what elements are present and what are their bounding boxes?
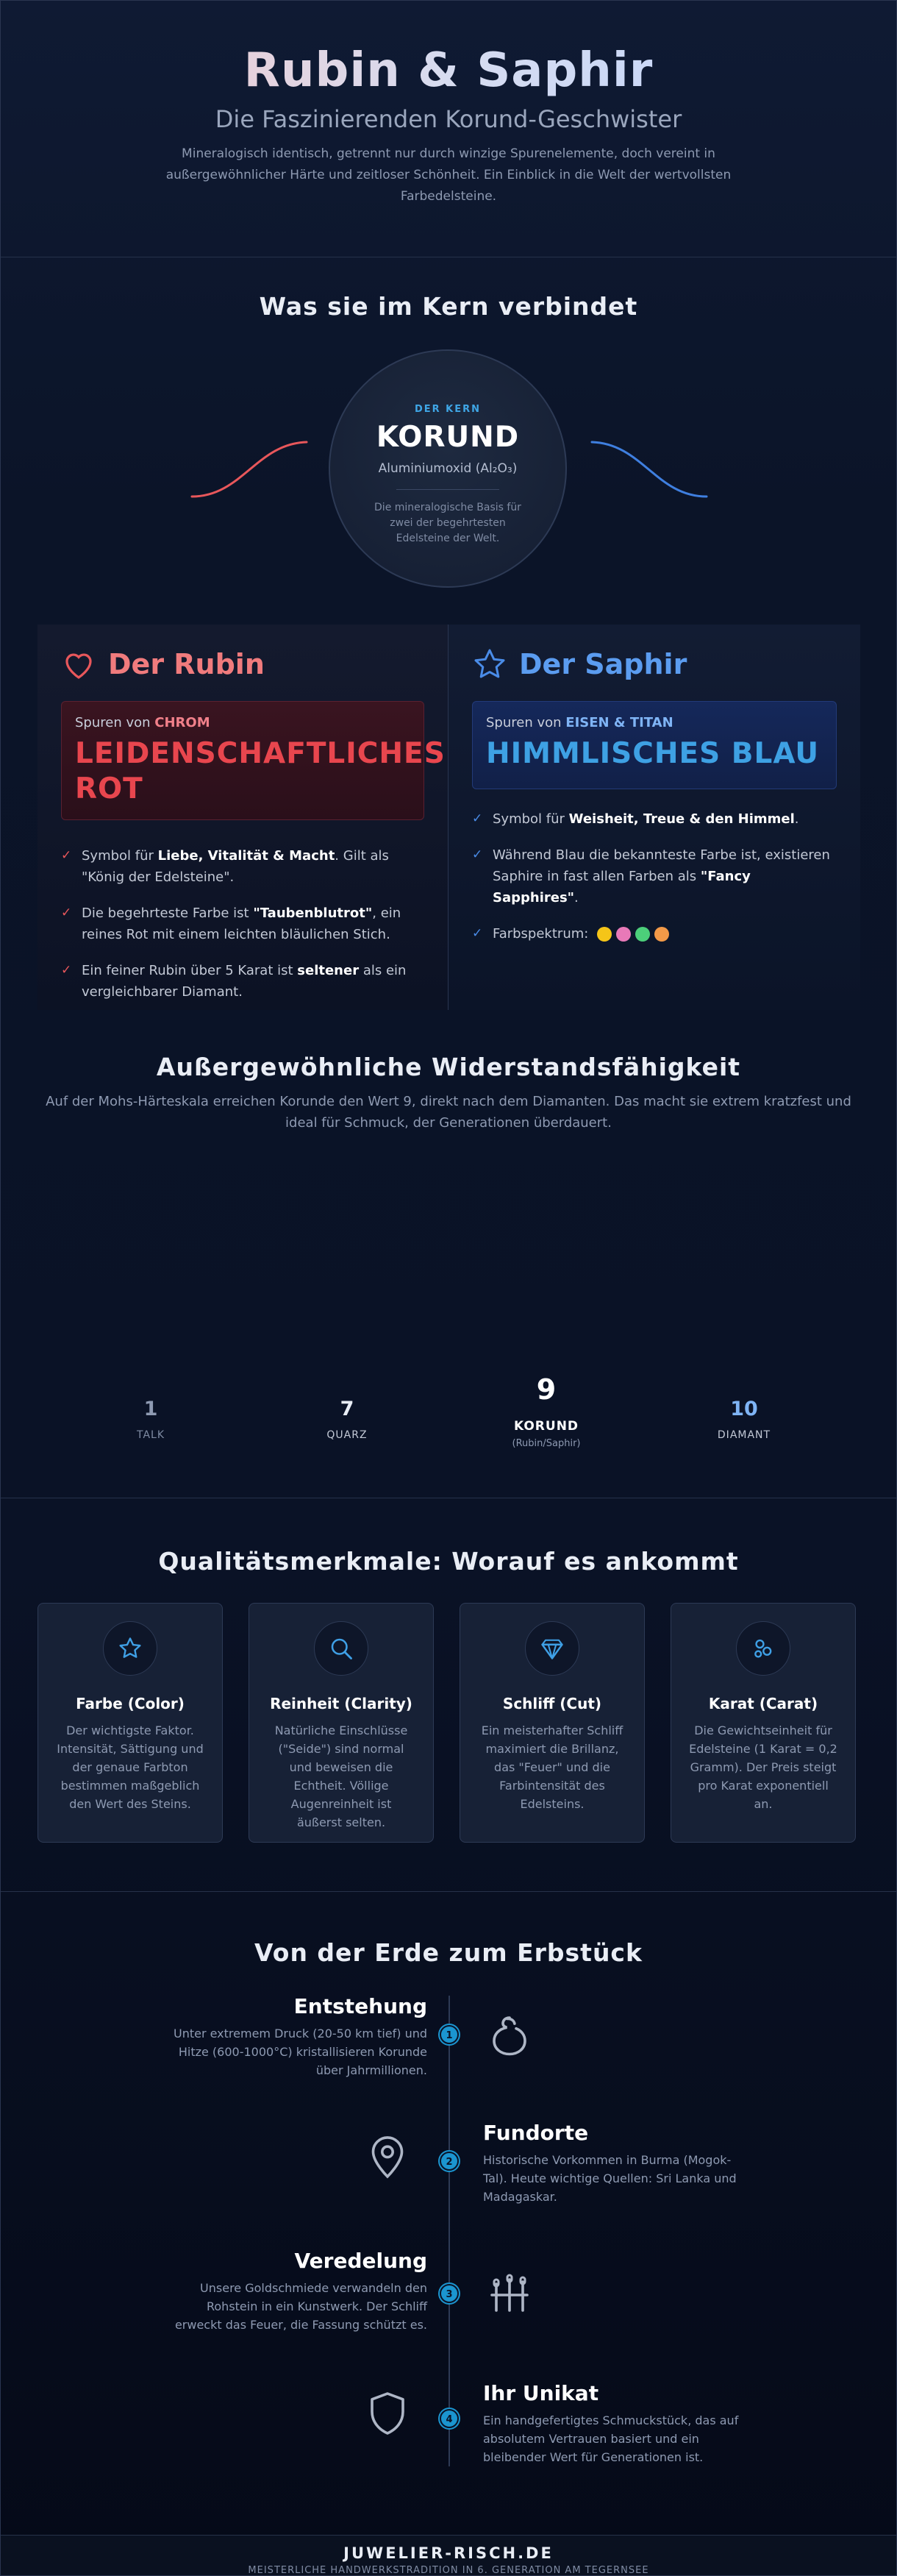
shield-icon <box>361 2387 414 2440</box>
hardness-quarz: 7 QUARZ <box>326 1398 368 1441</box>
ruby-panel <box>37 625 448 1010</box>
core-name: KORUND <box>376 421 520 454</box>
intro-text: Mineralogisch identisch, getrennt nur durch winzige Spurenelemente, doch vereint in außergewöhnlicher Härte und zeitloser Schönheit. Ein Einblick in die Welt der wertvollsten Farbedelsteine. <box>165 146 732 204</box>
pink-swatch <box>616 927 631 942</box>
tools-icon <box>483 2266 536 2319</box>
timeline-step-4: Ihr Unikat Ein handgefertigtes Schmuckstück, das auf absolutem Vertrauen basiert und ein bleibender Wert für Generationen ist. <box>483 2381 739 2464</box>
sapphire-trace-element: EISEN & TITAN <box>565 715 673 730</box>
heart-icon <box>61 647 96 682</box>
green-swatch <box>635 927 650 942</box>
timeline-dot-4: 4 <box>440 2409 459 2428</box>
quality-card-clarity: Reinheit (Clarity) Natürliche Einschlüsse ("Seide") sind normal und beweisen die Echtheit. Völlige Augenreinheit ist äußerst selten. <box>249 1603 434 1843</box>
ruby-bullet-list <box>61 845 424 1017</box>
timeline-step-2: Fundorte Historische Vorkommen in Burma (Mogok-Tal). Heute wichtige Quellen: Sri Lanka und Madagaskar. <box>483 2121 737 2204</box>
page-title: Rubin & Saphir <box>1 43 896 98</box>
section-divider <box>1 1891 896 1892</box>
mountain-icon <box>483 2009 536 2062</box>
sapphire-bullet-list <box>472 808 837 959</box>
list-item: ✓ Symbol für Liebe, Vitalität & Macht. Gilt als "König der Edelsteine". <box>61 848 389 885</box>
color-spectrum-item: ✓ Farbspektrum: <box>472 923 837 944</box>
star-icon <box>117 1635 143 1662</box>
core-kicker: DER KERN <box>414 404 482 415</box>
list-item: ✓ Symbol für Weisheit, Treue & den Himmel. <box>472 811 799 827</box>
gem-icon <box>539 1635 565 1662</box>
hardness-korund: 9 KORUND (Rubin/Saphir) <box>512 1373 581 1449</box>
list-item: ✓ Ein feiner Rubin über 5 Karat ist seltener als ein vergleichbarer Diamant. <box>61 963 407 1000</box>
sapphire-title: Der Saphir <box>519 648 687 680</box>
map-pin-icon <box>361 2130 414 2183</box>
timeline-heading: Von der Erde zum Erbstück <box>254 1938 643 1967</box>
sapphire-color-name: HIMMLISCHES BLAU <box>486 737 820 770</box>
quality-heading: Qualitätsmerkmale: Worauf es ankommt <box>158 1547 739 1576</box>
sapphire-panel <box>448 625 860 1010</box>
timeline-axis <box>448 1996 450 2466</box>
list-item: ✓ Während Blau die bekannteste Farbe ist, existieren Saphire in fast allen Farben als "Fancy Sapphires". <box>472 847 830 905</box>
star-icon <box>472 647 507 682</box>
ruby-trace-box: Spuren von CHROM LEIDENSCHAFTLICHES ROT <box>61 701 424 820</box>
timeline-step-1: Entstehung Unter extremem Druck (20-50 km tief) und Hitze (600-1000°C) kristallisieren Korunde über Jahrmillionen. <box>173 1994 427 2077</box>
yellow-swatch <box>597 927 612 942</box>
timeline-step-3: Veredelung Unsere Goldschmiede verwandeln den Rohstein in ein Kunstwerk. Der Schliff erweckt das Feuer, die Fassung schützt es. <box>174 2249 427 2332</box>
page-subtitle: Die Faszinierenden Korund-Geschwister <box>215 105 682 133</box>
core-description: Die mineralogische Basis für zwei der begehrtesten Edelsteine der Welt. <box>374 502 521 544</box>
quality-card-cut: Schliff (Cut) Ein meisterhafter Schliff maximiert die Brillanz, das "Feuer" und die Farbintensität des Edelsteins. <box>460 1603 645 1843</box>
timeline-dot-3: 3 <box>440 2284 459 2303</box>
core-divider <box>396 489 499 490</box>
quality-card-color: Farbe (Color) Der wichtigste Faktor. Intensität, Sättigung und der genaue Farbton bestimmen maßgeblich den Wert des Steins. <box>37 1603 223 1843</box>
list-item: ✓ Die begehrteste Farbe ist "Taubenblutrot", ein reines Rot mit einem leichten bläulichen Stich. <box>61 905 401 942</box>
orange-swatch <box>654 927 669 942</box>
hardness-talk: 1 TALK <box>136 1398 165 1441</box>
quality-card-carat: Karat (Carat) Die Gewichtseinheit für Edelsteine (1 Karat = 0,2 Gramm). Der Preis steigt pro Karat exponentiell an. <box>671 1603 856 1843</box>
hardness-diamant: 10 DIAMANT <box>717 1398 771 1441</box>
red-connector-curve <box>190 438 308 504</box>
footer-tagline: MEISTERLICHE HANDWERKSTRADITION IN 6. GENERATION AM TEGERNSEE <box>248 2565 649 2576</box>
timeline-dot-1: 1 <box>440 2025 459 2044</box>
ruby-trace-element: CHROM <box>154 715 210 730</box>
blue-connector-curve <box>590 438 708 504</box>
sapphire-trace-box: Spuren von EISEN & TITAN HIMMLISCHES BLAU <box>472 701 837 789</box>
timeline-dot-2: 2 <box>440 2152 459 2171</box>
hardness-description: Auf der Mohs-Härteskala erreichen Korunde den Wert 9, direkt nach dem Diamanten. Das macht sie extrem kratzfest und ideal für Schmuck, der Generationen überdauert. <box>46 1094 851 1131</box>
ruby-color-name: LEIDENSCHAFTLICHES ROT <box>75 737 446 805</box>
ruby-title: Der Rubin <box>108 648 265 680</box>
core-heading: Was sie im Kern verbindet <box>259 292 638 321</box>
core-formula: Aluminiumoxid (Al₂O₃) <box>378 461 518 476</box>
hardness-heading: Außergewöhnliche Widerstandsfähigkeit <box>156 1053 741 1081</box>
core-circle <box>329 349 567 588</box>
footer-brand: JUWELIER-RISCH.DE <box>343 2544 554 2562</box>
weight-icon <box>750 1635 776 1662</box>
magnifier-icon <box>328 1635 354 1662</box>
